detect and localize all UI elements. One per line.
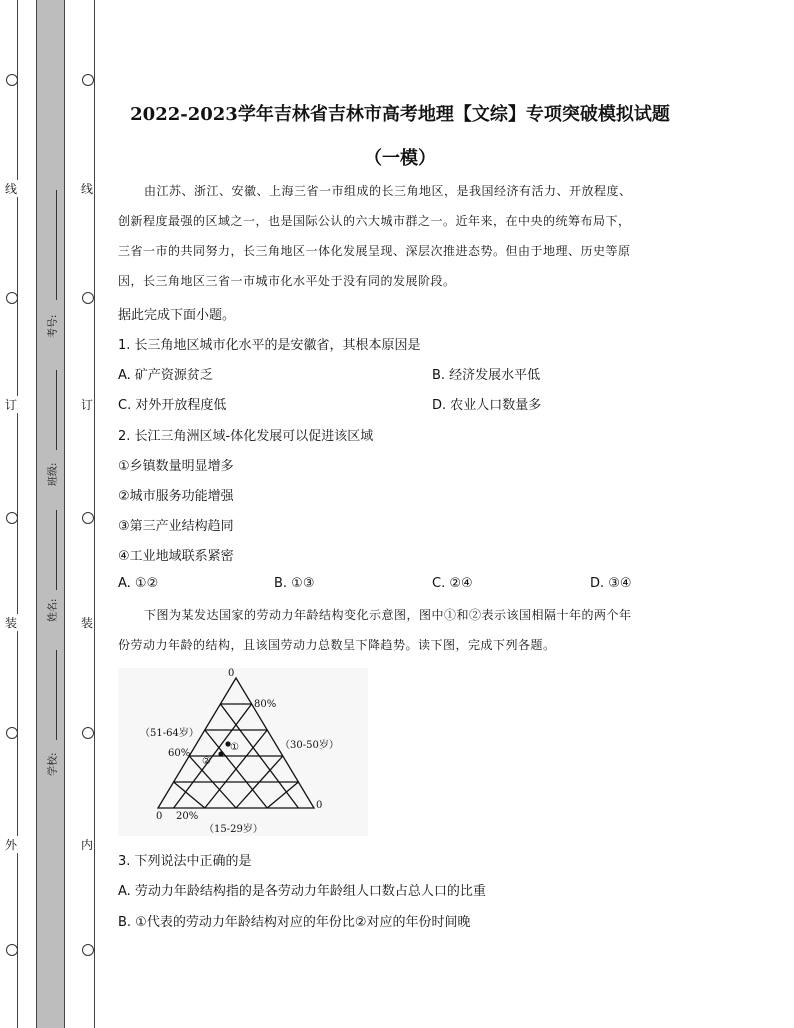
tick-60-label: 60% (168, 748, 191, 759)
inner-cut-line (94, 0, 95, 1028)
question-2-item: ③第三产业结构趋同 (118, 519, 234, 534)
margin-char: 订 (80, 398, 93, 412)
margin-char: 线 (4, 182, 17, 196)
field-line (56, 370, 57, 450)
binding-hole-icon (82, 292, 94, 304)
intro-line: 因，长三角地区三省一市城市化水平处于没有同的发展阶段。 (118, 274, 456, 288)
field-label-exam-no: 考号: (48, 314, 59, 338)
binding-hole-icon (82, 74, 94, 86)
field-line (56, 510, 57, 590)
instruction: 据此完成下面小题。 (118, 308, 236, 323)
field-line (56, 650, 57, 740)
binding-hole-icon (6, 74, 18, 86)
strip-edge-left (36, 0, 37, 1028)
bottom-axis-label: （15-29岁） (204, 824, 263, 835)
margin-char: 装 (4, 616, 17, 630)
field-label-class: 班级: (48, 462, 59, 486)
margin-char: 订 (4, 398, 17, 412)
question-1-option-d[interactable]: D. 农业人口数量多 (432, 398, 542, 413)
point-1-label: ① (230, 742, 239, 753)
ternary-diagram (118, 662, 370, 838)
left-zero-label: 0 (156, 811, 163, 822)
intro-passage (118, 176, 683, 296)
question-2-option-c[interactable]: C. ②④ (432, 576, 473, 591)
question-1-option-a[interactable]: A. 矿产资源贫乏 (118, 368, 213, 383)
intro-line: 由江苏、浙江、安徽、上海三省一市组成的长三角地区，是我国经济有活力、开放程度、 (144, 184, 632, 198)
margin-char: 内 (80, 838, 93, 852)
question-2-option-d[interactable]: D. ③④ (590, 576, 632, 591)
binding-hole-icon (82, 944, 94, 956)
margin-char: 外 (4, 838, 17, 852)
question-3-option-b[interactable]: B. ①代表的劳动力年龄结构对应的年份比②对应的年份时间晚 (118, 915, 471, 930)
right-axis-label: （30-50岁） (280, 740, 339, 751)
field-label-name: 姓名: (48, 598, 59, 622)
page-subtitle: （一模） (364, 148, 436, 169)
binding-hole-icon (82, 727, 94, 739)
question-3-stem: 3. 下列说法中正确的是 (118, 854, 252, 869)
field-label-school: 学校: (48, 752, 59, 776)
left-axis-label: （51-64岁） (140, 728, 199, 739)
question-2-item: ④工业地域联系紧密 (118, 549, 234, 564)
question-1-option-c[interactable]: C. 对外开放程度低 (118, 398, 227, 413)
margin-strip (36, 0, 64, 1028)
page-title: 2022-2023学年吉林省吉林市高考地理【文综】专项突破模拟试题 (130, 104, 670, 125)
binding-hole-icon (6, 727, 18, 739)
intro2-line: 下图为某发达国家的劳动力年龄结构变化示意图，图中①和②表示该国相隔十年的两个年 (144, 608, 632, 622)
tick-80-label: 80% (254, 699, 277, 710)
question-3-option-a[interactable]: A. 劳动力年龄结构指的是各劳动力年龄组人口数占总人口的比重 (118, 884, 486, 899)
apex-label: 0 (228, 668, 235, 679)
question-2-item: ②城市服务功能增强 (118, 489, 234, 504)
question-2-option-b[interactable]: B. ①③ (274, 576, 315, 591)
binding-hole-icon (6, 292, 18, 304)
binding-hole-icon (6, 512, 18, 524)
tick-20-label: 20% (176, 811, 199, 822)
field-line (56, 190, 57, 300)
question-2-item: ①乡镇数量明显增多 (118, 459, 234, 474)
point-2-label: ② (202, 756, 211, 767)
strip-edge-right (64, 0, 65, 1028)
data-point-2 (218, 751, 223, 756)
intro-line: 创新程度最强的区域之一，也是国际公认的六大城市群之一。近年来，在中央的统筹布局下， (118, 214, 631, 228)
intro2-line: 份劳动力年龄的结构，且该国劳动力总数呈下降趋势。读下图，完成下列各题。 (118, 638, 556, 652)
intro-line: 三省一市的共同努力，长三角地区一体化发展呈现、深层次推进态势。但由于地理、历史等原 (118, 244, 631, 258)
question-2-stem: 2. 长江三角洲区域-体化发展可以促进该区域 (118, 429, 374, 444)
question-1-option-b[interactable]: B. 经济发展水平低 (432, 368, 541, 383)
margin-char: 线 (80, 182, 93, 196)
question-1-stem: 1. 长三角地区城市化水平的是安徽省，其根本原因是 (118, 338, 421, 353)
binding-hole-icon (6, 944, 18, 956)
question-2-option-a[interactable]: A. ①② (118, 576, 159, 591)
right-zero-label: 0 (316, 800, 323, 811)
binding-hole-icon (82, 512, 94, 524)
margin-char: 装 (80, 616, 93, 630)
figure-intro-passage (118, 600, 683, 660)
